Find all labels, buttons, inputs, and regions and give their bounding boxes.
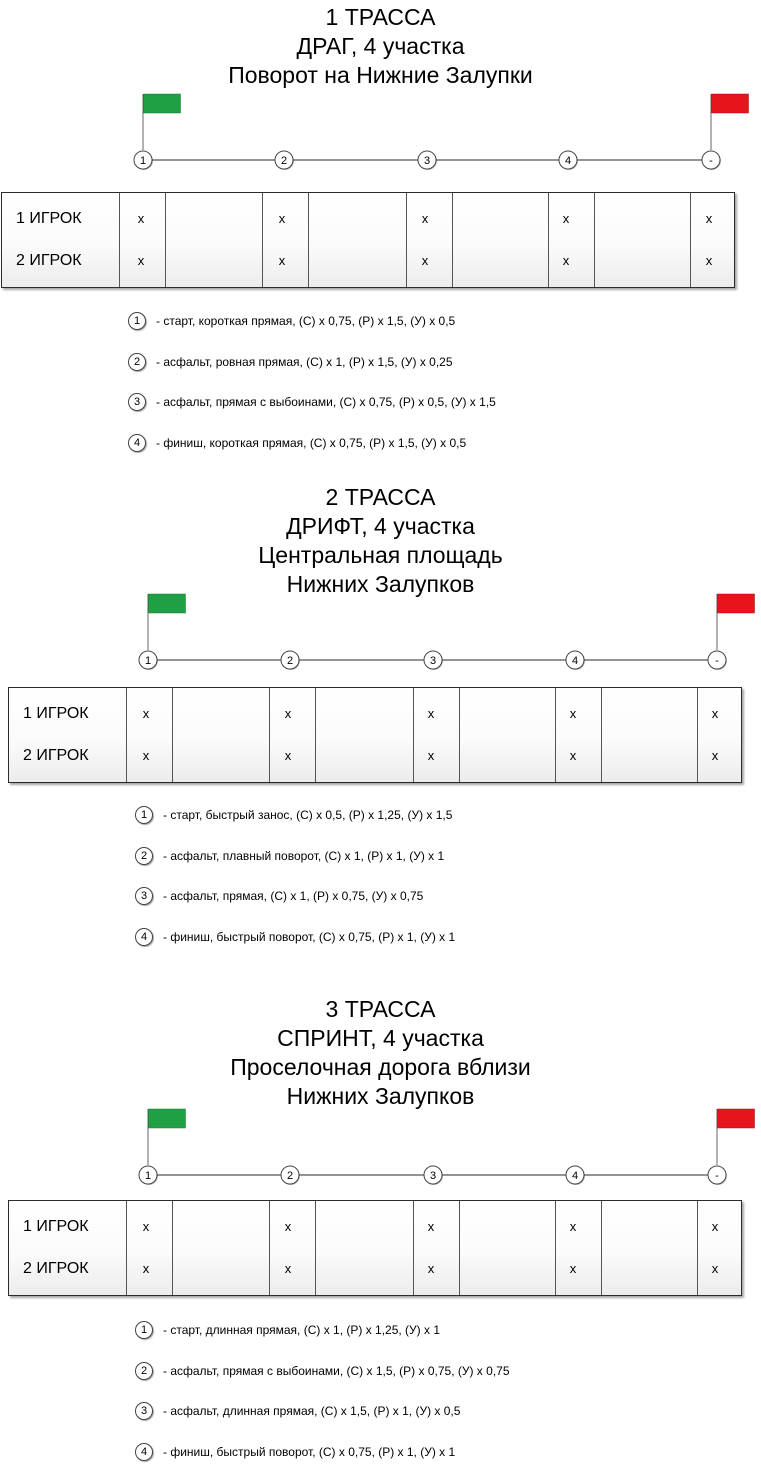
players-table	[8, 687, 742, 783]
legend-item	[135, 847, 761, 867]
legend-text: - асфальт, прямая с выбоинами, (С) х 1,5, (Р) х 0,75, (У) х 0,75	[163, 1364, 510, 1378]
table-divider	[172, 1201, 173, 1295]
track-section	[0, 480, 761, 960]
player-cell-mark[interactable]: x	[711, 1219, 719, 1234]
table-divider	[119, 193, 120, 287]
legend-number: 4	[128, 434, 146, 452]
start-flag-icon	[144, 94, 181, 113]
player-label: 1 ИГРОК	[23, 705, 89, 722]
player-cell-mark[interactable]: x	[142, 1261, 150, 1276]
checkpoint-label: 2	[280, 155, 288, 167]
player-cell-mark[interactable]: x	[142, 706, 150, 721]
checkpoint-label: 2	[286, 1170, 294, 1182]
player-cell-mark[interactable]: x	[427, 1219, 435, 1234]
legend-number: 3	[128, 393, 146, 411]
players-table	[1, 192, 735, 288]
finish-flag-icon	[718, 594, 755, 613]
table-divider	[406, 193, 407, 287]
track-title-line: 3 ТРАССА	[325, 996, 436, 1022]
table-divider	[262, 193, 263, 287]
legend-item	[128, 312, 761, 332]
table-divider	[555, 688, 556, 782]
table-divider	[690, 193, 691, 287]
legend-text: - асфальт, длинная прямая, (С) х 1,5, (Р) х 1, (У) х 0,5	[163, 1404, 461, 1418]
legend-number: 1	[135, 806, 153, 824]
player-cell-mark[interactable]: x	[421, 253, 429, 268]
legend-item	[135, 928, 761, 948]
section-legend	[135, 806, 761, 956]
table-divider	[601, 1201, 602, 1295]
legend-item	[135, 806, 761, 826]
player-cell-mark[interactable]: x	[284, 1219, 292, 1234]
legend-number: 3	[135, 1402, 153, 1420]
checkpoint-label: -	[715, 1170, 719, 1182]
player-cell-mark[interactable]: x	[705, 253, 713, 268]
checkpoint-label: 1	[144, 655, 152, 667]
track-title-line: 2 ТРАССА	[325, 484, 436, 510]
legend-number: 2	[135, 1362, 153, 1380]
player-cell-mark[interactable]: x	[278, 211, 286, 226]
player-cell-mark[interactable]: x	[705, 211, 713, 226]
legend-text: - старт, длинная прямая, (С) х 1, (Р) х 1,25, (У) х 1	[163, 1323, 441, 1337]
player-cell-mark[interactable]: x	[569, 1219, 577, 1234]
section-legend	[128, 312, 761, 462]
table-divider	[308, 193, 309, 287]
legend-text: - финиш, быстрый поворот, (С) х 0,75, (Р) х 1, (У) х 1	[163, 930, 456, 944]
table-divider	[413, 688, 414, 782]
table-divider	[269, 688, 270, 782]
legend-text: - асфальт, плавный поворот, (С) х 1, (Р) х 1, (У) х 1	[163, 849, 445, 863]
table-divider	[269, 1201, 270, 1295]
player-label: 2 ИГРОК	[23, 747, 89, 764]
legend-text: - асфальт, ровная прямая, (С) х 1, (Р) х 1,5, (У) х 0,25	[156, 355, 453, 369]
track-title-line: 1 ТРАССА	[325, 4, 436, 30]
legend-item	[135, 1402, 761, 1422]
legend-number: 4	[135, 1443, 153, 1461]
player-label: 1 ИГРОК	[16, 210, 82, 227]
player-cell-mark[interactable]: x	[278, 253, 286, 268]
players-table	[8, 1200, 742, 1296]
track-title-line: Поворот на Нижние Залупки	[228, 62, 533, 88]
legend-number: 4	[135, 928, 153, 946]
checkpoint-label: -	[715, 655, 719, 667]
track-title-line: Нижних Залупков	[286, 571, 475, 597]
table-divider	[315, 1201, 316, 1295]
section-legend	[135, 1321, 761, 1471]
checkpoint-label: 1	[139, 155, 147, 167]
track-title-line: ДРИФТ, 4 участка	[286, 513, 475, 539]
player-cell-mark[interactable]: x	[569, 706, 577, 721]
legend-text: - асфальт, прямая с выбоинами, (С) х 0,75, (Р) х 0,5, (У) х 1,5	[156, 395, 496, 409]
player-cell-mark[interactable]: x	[711, 1261, 719, 1276]
player-cell-mark[interactable]: x	[427, 706, 435, 721]
track-title-line: ДРАГ, 4 участка	[296, 33, 465, 59]
player-cell-mark[interactable]: x	[711, 706, 719, 721]
track-title-line: Проселочная дорога вблизи	[230, 1054, 531, 1080]
checkpoint-label: 1	[144, 1170, 152, 1182]
finish-flag-icon	[718, 1109, 755, 1128]
checkpoint-label: 4	[571, 1170, 579, 1182]
table-divider	[165, 193, 166, 287]
player-label: 1 ИГРОК	[23, 1218, 89, 1235]
table-divider	[555, 1201, 556, 1295]
player-cell-mark[interactable]: x	[427, 748, 435, 763]
track-title-line: Нижних Залупков	[286, 1083, 475, 1109]
table-divider	[459, 1201, 460, 1295]
table-divider	[594, 193, 595, 287]
checkpoint-label: 3	[429, 655, 437, 667]
legend-number: 1	[135, 1321, 153, 1339]
table-divider	[413, 1201, 414, 1295]
table-divider	[601, 688, 602, 782]
player-cell-mark[interactable]: x	[562, 211, 570, 226]
player-label: 2 ИГРОК	[16, 252, 82, 269]
legend-text: - финиш, короткая прямая, (С) х 0,75, (Р) х 1,5, (У) х 0,5	[156, 436, 467, 450]
player-cell-mark[interactable]: x	[421, 211, 429, 226]
player-cell-mark[interactable]: x	[569, 1261, 577, 1276]
table-divider	[697, 688, 698, 782]
legend-text: - асфальт, прямая, (С) х 1, (Р) х 0,75, (У) х 0,75	[163, 889, 424, 903]
table-divider	[172, 688, 173, 782]
checkpoint-label: 4	[564, 155, 572, 167]
player-cell-mark[interactable]: x	[142, 748, 150, 763]
player-cell-mark[interactable]: x	[569, 748, 577, 763]
checkpoint-label: 3	[429, 1170, 437, 1182]
checkpoint-label: -	[709, 155, 713, 167]
legend-item	[128, 393, 761, 413]
legend-number: 3	[135, 887, 153, 905]
legend-item	[135, 887, 761, 907]
legend-text: - старт, короткая прямая, (С) х 0,75, (Р) х 1,5, (У) х 0,5	[156, 314, 456, 328]
player-cell-mark[interactable]: x	[427, 1261, 435, 1276]
legend-item	[128, 353, 761, 373]
legend-item	[135, 1362, 761, 1382]
checkpoint-label: 3	[423, 155, 431, 167]
player-cell-mark[interactable]: x	[137, 253, 145, 268]
table-divider	[452, 193, 453, 287]
track-title-line: Центральная площадь	[258, 542, 503, 568]
table-divider	[459, 688, 460, 782]
player-cell-mark[interactable]: x	[711, 748, 719, 763]
legend-item	[128, 434, 761, 454]
finish-flag-icon	[712, 94, 749, 113]
checkpoint-label: 2	[286, 655, 294, 667]
table-divider	[315, 688, 316, 782]
legend-item	[135, 1321, 761, 1341]
legend-number: 1	[128, 312, 146, 330]
legend-number: 2	[135, 847, 153, 865]
legend-text: - финиш, быстрый поворот, (С) х 0,75, (Р) х 1, (У) х 1	[163, 1445, 456, 1459]
legend-number: 2	[128, 353, 146, 371]
start-flag-icon	[149, 1109, 186, 1128]
player-cell-mark[interactable]: x	[142, 1219, 150, 1234]
player-cell-mark[interactable]: x	[137, 211, 145, 226]
table-divider	[548, 193, 549, 287]
track-section	[0, 995, 761, 1475]
table-divider	[697, 1201, 698, 1295]
track-title-line: СПРИНТ, 4 участка	[277, 1025, 484, 1051]
legend-text: - старт, быстрый занос, (С) х 0,5, (Р) х 1,25, (У) х 1,5	[163, 808, 453, 822]
checkpoint-label: 4	[571, 655, 579, 667]
player-cell-mark[interactable]: x	[284, 1261, 292, 1276]
player-label: 2 ИГРОК	[23, 1260, 89, 1277]
player-cell-mark[interactable]: x	[284, 706, 292, 721]
player-cell-mark[interactable]: x	[562, 253, 570, 268]
start-flag-icon	[149, 594, 186, 613]
player-cell-mark[interactable]: x	[284, 748, 292, 763]
table-divider	[126, 1201, 127, 1295]
table-divider	[126, 688, 127, 782]
legend-item	[135, 1443, 761, 1463]
track-section	[0, 0, 761, 480]
